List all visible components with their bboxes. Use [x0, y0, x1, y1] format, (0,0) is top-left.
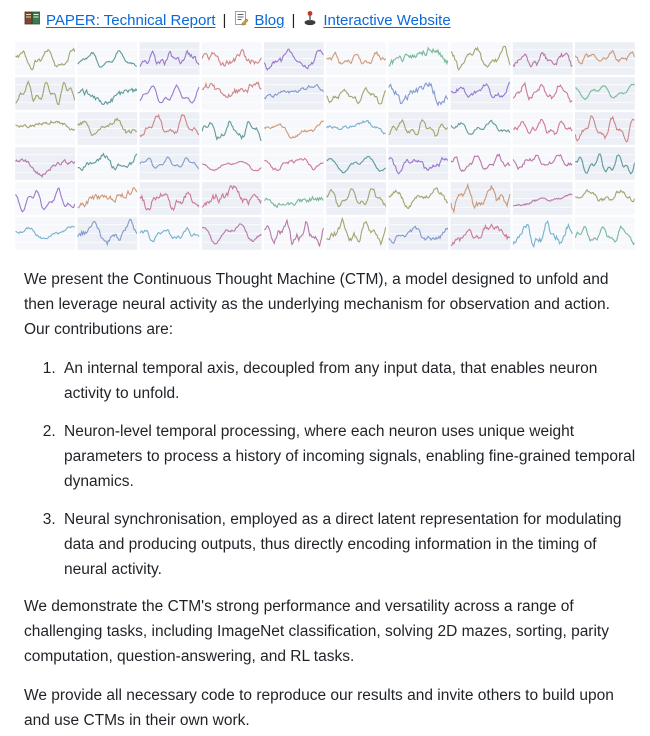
blog-link[interactable]: Blog [254, 12, 285, 29]
banner-svg [14, 41, 636, 251]
list-item: 3. Neural synchronisation, employed as a direct latent representation for modulating data and producing outputs, thus directly encoding information in the timing of neural activity. [60, 507, 636, 582]
code-paragraph: We provide all necessary code to reproduce our results and invite others to build upon and use CTMs in their own work. [24, 687, 614, 729]
joystick-icon [302, 10, 318, 32]
neural-activity-traces-banner [14, 41, 636, 251]
memo-icon [233, 10, 249, 32]
demo-paragraph: We demonstrate the CTM's strong performance and versatility across a range of challenging tasks, including ImageNet classification, solving 2D mazes, sorting, parity computation, question-answering, and RL tasks. [24, 598, 609, 665]
paper-link[interactable]: PAPER: Technical Report [46, 12, 216, 29]
book-icon [24, 10, 41, 32]
link-bar [14, 8, 636, 32]
contributions-list [14, 356, 636, 582]
interactive-website-link[interactable]: Interactive Website [323, 12, 451, 29]
list-item: 2. Neuron-level temporal processing, where each neuron uses unique weight parameters to process a history of incoming signals, enabling fine-grained temporal dynamics. [60, 419, 636, 494]
link-separator-1: | [222, 12, 227, 29]
intro-paragraph: We present the Continuous Thought Machine (CTM), a model designed to unfold and then leverage neural activity as the underlying mechanism for observation and action. Our contributions are: [24, 271, 610, 338]
list-item: 1. An internal temporal axis, decoupled from any input data, that enables neuron activity to unfold. [60, 356, 636, 406]
link-separator-2: | [291, 12, 296, 29]
